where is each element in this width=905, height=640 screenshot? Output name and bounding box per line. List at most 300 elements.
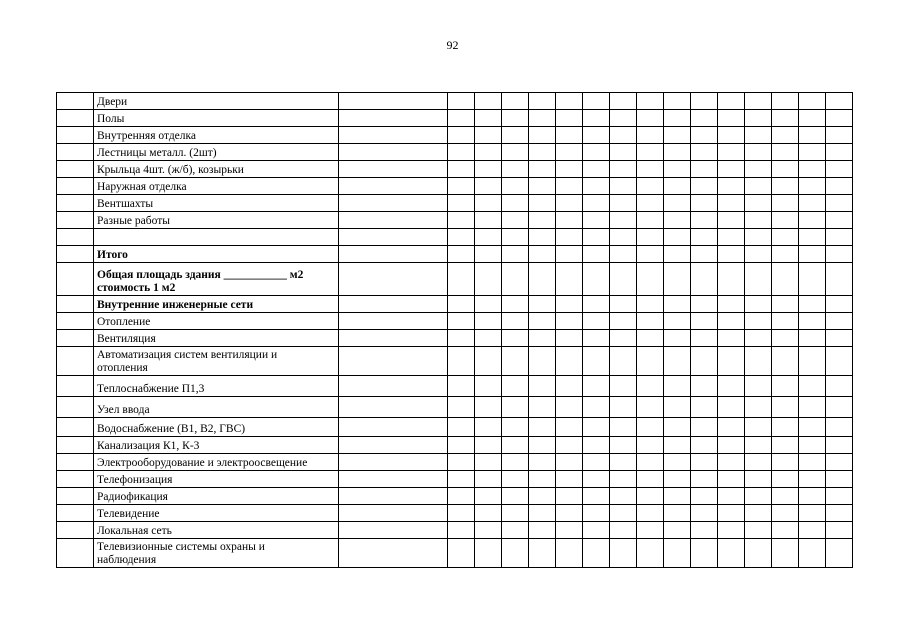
row-name: Телевизионные системы охраны и наблюдения	[94, 539, 339, 568]
empty-cell	[718, 263, 745, 296]
empty-cell	[772, 246, 799, 263]
empty-cell	[448, 229, 475, 246]
empty-cell	[339, 229, 448, 246]
empty-cell	[637, 397, 664, 418]
empty-cell	[664, 246, 691, 263]
empty-cell	[556, 161, 583, 178]
empty-cell	[502, 212, 529, 229]
table-row	[57, 110, 853, 127]
empty-cell	[799, 127, 826, 144]
empty-cell	[448, 347, 475, 376]
empty-cell	[772, 437, 799, 454]
empty-cell	[475, 397, 502, 418]
row-number	[57, 144, 94, 161]
empty-cell	[826, 263, 853, 296]
empty-cell	[448, 522, 475, 539]
empty-cell	[583, 397, 610, 418]
empty-cell	[637, 471, 664, 488]
empty-cell	[691, 229, 718, 246]
empty-cell	[529, 488, 556, 505]
empty-cell	[745, 313, 772, 330]
empty-cell	[448, 212, 475, 229]
empty-cell	[529, 110, 556, 127]
empty-cell	[718, 397, 745, 418]
empty-cell	[745, 454, 772, 471]
empty-cell	[610, 212, 637, 229]
table-row	[57, 195, 853, 212]
empty-cell	[745, 330, 772, 347]
empty-cell	[610, 505, 637, 522]
empty-cell	[826, 144, 853, 161]
empty-cell	[448, 296, 475, 313]
empty-cell	[502, 144, 529, 161]
table-row	[57, 539, 853, 568]
empty-cell	[718, 296, 745, 313]
empty-cell	[475, 454, 502, 471]
empty-cell	[799, 418, 826, 437]
empty-cell	[691, 212, 718, 229]
empty-cell	[610, 347, 637, 376]
empty-cell	[637, 263, 664, 296]
empty-cell	[664, 195, 691, 212]
empty-cell	[475, 212, 502, 229]
row-number	[57, 397, 94, 418]
empty-cell	[502, 539, 529, 568]
row-name: Узел ввода	[94, 397, 339, 418]
empty-cell	[448, 397, 475, 418]
empty-cell	[556, 437, 583, 454]
empty-cell	[502, 397, 529, 418]
table-row	[57, 418, 853, 437]
row-name: Разные работы	[94, 212, 339, 229]
empty-cell	[772, 330, 799, 347]
empty-cell	[799, 144, 826, 161]
empty-cell	[583, 127, 610, 144]
table-row	[57, 246, 853, 263]
empty-cell	[826, 330, 853, 347]
empty-cell	[475, 93, 502, 110]
empty-cell	[610, 144, 637, 161]
empty-cell	[475, 437, 502, 454]
empty-cell	[502, 93, 529, 110]
empty-cell	[691, 330, 718, 347]
empty-cell	[583, 195, 610, 212]
empty-cell	[691, 161, 718, 178]
row-number	[57, 376, 94, 397]
row-name: Внутренние инженерные сети	[94, 296, 339, 313]
empty-cell	[339, 127, 448, 144]
row-name: Внутренняя отделка	[94, 127, 339, 144]
empty-cell	[502, 313, 529, 330]
empty-cell	[691, 539, 718, 568]
empty-cell	[529, 471, 556, 488]
empty-cell	[637, 212, 664, 229]
empty-cell	[448, 539, 475, 568]
empty-cell	[502, 488, 529, 505]
empty-cell	[583, 161, 610, 178]
empty-cell	[691, 144, 718, 161]
table-row	[57, 144, 853, 161]
empty-cell	[583, 347, 610, 376]
empty-cell	[529, 127, 556, 144]
empty-cell	[529, 522, 556, 539]
empty-cell	[610, 397, 637, 418]
empty-cell	[529, 313, 556, 330]
empty-cell	[664, 418, 691, 437]
empty-cell	[583, 144, 610, 161]
empty-cell	[556, 347, 583, 376]
empty-cell	[826, 93, 853, 110]
empty-cell	[475, 471, 502, 488]
row-name	[94, 229, 339, 246]
empty-cell	[745, 418, 772, 437]
empty-cell	[448, 437, 475, 454]
empty-cell	[502, 522, 529, 539]
empty-cell	[664, 347, 691, 376]
row-number	[57, 212, 94, 229]
empty-cell	[664, 178, 691, 195]
empty-cell	[339, 313, 448, 330]
empty-cell	[529, 296, 556, 313]
empty-cell	[610, 313, 637, 330]
empty-cell	[826, 437, 853, 454]
empty-cell	[583, 178, 610, 195]
empty-cell	[745, 347, 772, 376]
empty-cell	[556, 454, 583, 471]
empty-cell	[637, 195, 664, 212]
empty-cell	[529, 418, 556, 437]
row-number	[57, 313, 94, 330]
empty-cell	[664, 313, 691, 330]
empty-cell	[610, 161, 637, 178]
empty-cell	[826, 178, 853, 195]
empty-cell	[475, 161, 502, 178]
empty-cell	[772, 505, 799, 522]
empty-cell	[664, 93, 691, 110]
empty-cell	[745, 246, 772, 263]
empty-cell	[718, 418, 745, 437]
empty-cell	[556, 110, 583, 127]
empty-cell	[448, 313, 475, 330]
empty-cell	[745, 195, 772, 212]
empty-cell	[583, 522, 610, 539]
empty-cell	[610, 471, 637, 488]
empty-cell	[826, 195, 853, 212]
empty-cell	[475, 347, 502, 376]
empty-cell	[475, 522, 502, 539]
empty-cell	[718, 127, 745, 144]
row-number	[57, 505, 94, 522]
empty-cell	[772, 229, 799, 246]
table-row	[57, 313, 853, 330]
empty-cell	[664, 505, 691, 522]
empty-cell	[339, 539, 448, 568]
empty-cell	[556, 212, 583, 229]
empty-cell	[691, 397, 718, 418]
empty-cell	[502, 347, 529, 376]
empty-cell	[529, 212, 556, 229]
empty-cell	[745, 263, 772, 296]
row-number	[57, 437, 94, 454]
empty-cell	[475, 263, 502, 296]
empty-cell	[745, 522, 772, 539]
empty-cell	[637, 539, 664, 568]
empty-cell	[826, 296, 853, 313]
empty-cell	[583, 471, 610, 488]
table-row	[57, 376, 853, 397]
empty-cell	[826, 313, 853, 330]
empty-cell	[502, 471, 529, 488]
empty-cell	[637, 454, 664, 471]
empty-cell	[799, 263, 826, 296]
row-name: Общая площадь здания ___________ м2 стоимость 1 м2	[94, 263, 339, 296]
empty-cell	[529, 161, 556, 178]
empty-cell	[745, 229, 772, 246]
empty-cell	[772, 127, 799, 144]
empty-cell	[502, 376, 529, 397]
empty-cell	[556, 522, 583, 539]
empty-cell	[664, 471, 691, 488]
empty-cell	[475, 246, 502, 263]
empty-cell	[664, 330, 691, 347]
empty-cell	[664, 161, 691, 178]
row-number	[57, 488, 94, 505]
row-number	[57, 93, 94, 110]
empty-cell	[691, 505, 718, 522]
empty-cell	[772, 212, 799, 229]
empty-cell	[610, 178, 637, 195]
empty-cell	[826, 246, 853, 263]
table-row	[57, 397, 853, 418]
empty-cell	[610, 522, 637, 539]
empty-cell	[556, 418, 583, 437]
empty-cell	[826, 229, 853, 246]
empty-cell	[610, 195, 637, 212]
empty-cell	[583, 376, 610, 397]
empty-cell	[718, 229, 745, 246]
empty-cell	[502, 110, 529, 127]
empty-cell	[583, 418, 610, 437]
row-number	[57, 454, 94, 471]
empty-cell	[339, 454, 448, 471]
empty-cell	[772, 313, 799, 330]
empty-cell	[718, 313, 745, 330]
empty-cell	[718, 330, 745, 347]
row-number	[57, 539, 94, 568]
empty-cell	[502, 178, 529, 195]
empty-cell	[339, 505, 448, 522]
empty-cell	[556, 376, 583, 397]
empty-cell	[339, 263, 448, 296]
empty-cell	[799, 437, 826, 454]
empty-cell	[637, 246, 664, 263]
empty-cell	[718, 110, 745, 127]
empty-cell	[826, 418, 853, 437]
empty-cell	[772, 263, 799, 296]
empty-cell	[339, 212, 448, 229]
empty-cell	[718, 161, 745, 178]
empty-cell	[339, 110, 448, 127]
empty-cell	[772, 347, 799, 376]
empty-cell	[339, 330, 448, 347]
empty-cell	[556, 296, 583, 313]
row-name: Вентиляция	[94, 330, 339, 347]
empty-cell	[637, 488, 664, 505]
table-row	[57, 229, 853, 246]
row-number	[57, 330, 94, 347]
row-name: Итого	[94, 246, 339, 263]
empty-cell	[583, 229, 610, 246]
row-number	[57, 110, 94, 127]
empty-cell	[691, 376, 718, 397]
empty-cell	[610, 488, 637, 505]
empty-cell	[799, 376, 826, 397]
empty-cell	[718, 437, 745, 454]
empty-cell	[691, 263, 718, 296]
empty-cell	[637, 376, 664, 397]
row-number	[57, 418, 94, 437]
empty-cell	[691, 313, 718, 330]
empty-cell	[718, 505, 745, 522]
row-name: Телевидение	[94, 505, 339, 522]
empty-cell	[556, 93, 583, 110]
empty-cell	[637, 229, 664, 246]
table-row	[57, 330, 853, 347]
empty-cell	[799, 296, 826, 313]
empty-cell	[556, 178, 583, 195]
empty-cell	[339, 376, 448, 397]
empty-cell	[691, 296, 718, 313]
empty-cell	[475, 376, 502, 397]
empty-cell	[718, 522, 745, 539]
empty-cell	[475, 178, 502, 195]
empty-cell	[772, 471, 799, 488]
empty-cell	[610, 110, 637, 127]
empty-cell	[610, 330, 637, 347]
empty-cell	[583, 488, 610, 505]
empty-cell	[610, 93, 637, 110]
empty-cell	[556, 127, 583, 144]
empty-cell	[339, 437, 448, 454]
empty-cell	[637, 437, 664, 454]
empty-cell	[637, 330, 664, 347]
row-name: Канализация К1, К-3	[94, 437, 339, 454]
empty-cell	[718, 539, 745, 568]
empty-cell	[556, 471, 583, 488]
empty-cell	[475, 195, 502, 212]
table-row	[57, 93, 853, 110]
row-name: Двери	[94, 93, 339, 110]
table-row	[57, 296, 853, 313]
empty-cell	[664, 376, 691, 397]
empty-cell	[610, 263, 637, 296]
empty-cell	[583, 212, 610, 229]
empty-cell	[529, 505, 556, 522]
empty-cell	[475, 505, 502, 522]
empty-cell	[529, 195, 556, 212]
estimate-table	[56, 92, 853, 568]
empty-cell	[529, 229, 556, 246]
empty-cell	[691, 347, 718, 376]
empty-cell	[448, 195, 475, 212]
empty-cell	[772, 110, 799, 127]
empty-cell	[799, 110, 826, 127]
row-name: Теплоснабжение П1,3	[94, 376, 339, 397]
empty-cell	[610, 437, 637, 454]
empty-cell	[529, 437, 556, 454]
empty-cell	[610, 296, 637, 313]
empty-cell	[502, 195, 529, 212]
empty-cell	[826, 471, 853, 488]
empty-cell	[799, 313, 826, 330]
empty-cell	[826, 161, 853, 178]
empty-cell	[529, 246, 556, 263]
empty-cell	[691, 437, 718, 454]
row-number	[57, 296, 94, 313]
empty-cell	[664, 454, 691, 471]
empty-cell	[529, 263, 556, 296]
empty-cell	[745, 127, 772, 144]
empty-cell	[502, 505, 529, 522]
estimate-table-body	[57, 93, 853, 568]
empty-cell	[502, 454, 529, 471]
table-row	[57, 471, 853, 488]
empty-cell	[745, 212, 772, 229]
empty-cell	[339, 93, 448, 110]
empty-cell	[772, 376, 799, 397]
empty-cell	[691, 418, 718, 437]
row-name: Крыльца 4шт. (ж/б), козырьки	[94, 161, 339, 178]
table-row	[57, 161, 853, 178]
empty-cell	[664, 488, 691, 505]
empty-cell	[339, 195, 448, 212]
empty-cell	[556, 397, 583, 418]
row-name: Лестницы металл. (2шт)	[94, 144, 339, 161]
empty-cell	[799, 397, 826, 418]
empty-cell	[448, 330, 475, 347]
empty-cell	[664, 539, 691, 568]
empty-cell	[745, 296, 772, 313]
empty-cell	[745, 471, 772, 488]
empty-cell	[583, 539, 610, 568]
empty-cell	[637, 313, 664, 330]
empty-cell	[691, 246, 718, 263]
empty-cell	[772, 397, 799, 418]
empty-cell	[799, 505, 826, 522]
empty-cell	[529, 178, 556, 195]
empty-cell	[691, 195, 718, 212]
empty-cell	[718, 376, 745, 397]
empty-cell	[826, 539, 853, 568]
empty-cell	[583, 263, 610, 296]
empty-cell	[448, 178, 475, 195]
row-name: Автоматизация систем вентиляции и отопления	[94, 347, 339, 376]
empty-cell	[637, 522, 664, 539]
empty-cell	[529, 454, 556, 471]
empty-cell	[475, 127, 502, 144]
empty-cell	[718, 347, 745, 376]
empty-cell	[772, 195, 799, 212]
table-row	[57, 437, 853, 454]
empty-cell	[637, 110, 664, 127]
empty-cell	[475, 418, 502, 437]
empty-cell	[664, 110, 691, 127]
empty-cell	[664, 144, 691, 161]
empty-cell	[448, 161, 475, 178]
empty-cell	[691, 522, 718, 539]
empty-cell	[448, 376, 475, 397]
page-number: 92	[446, 38, 459, 52]
